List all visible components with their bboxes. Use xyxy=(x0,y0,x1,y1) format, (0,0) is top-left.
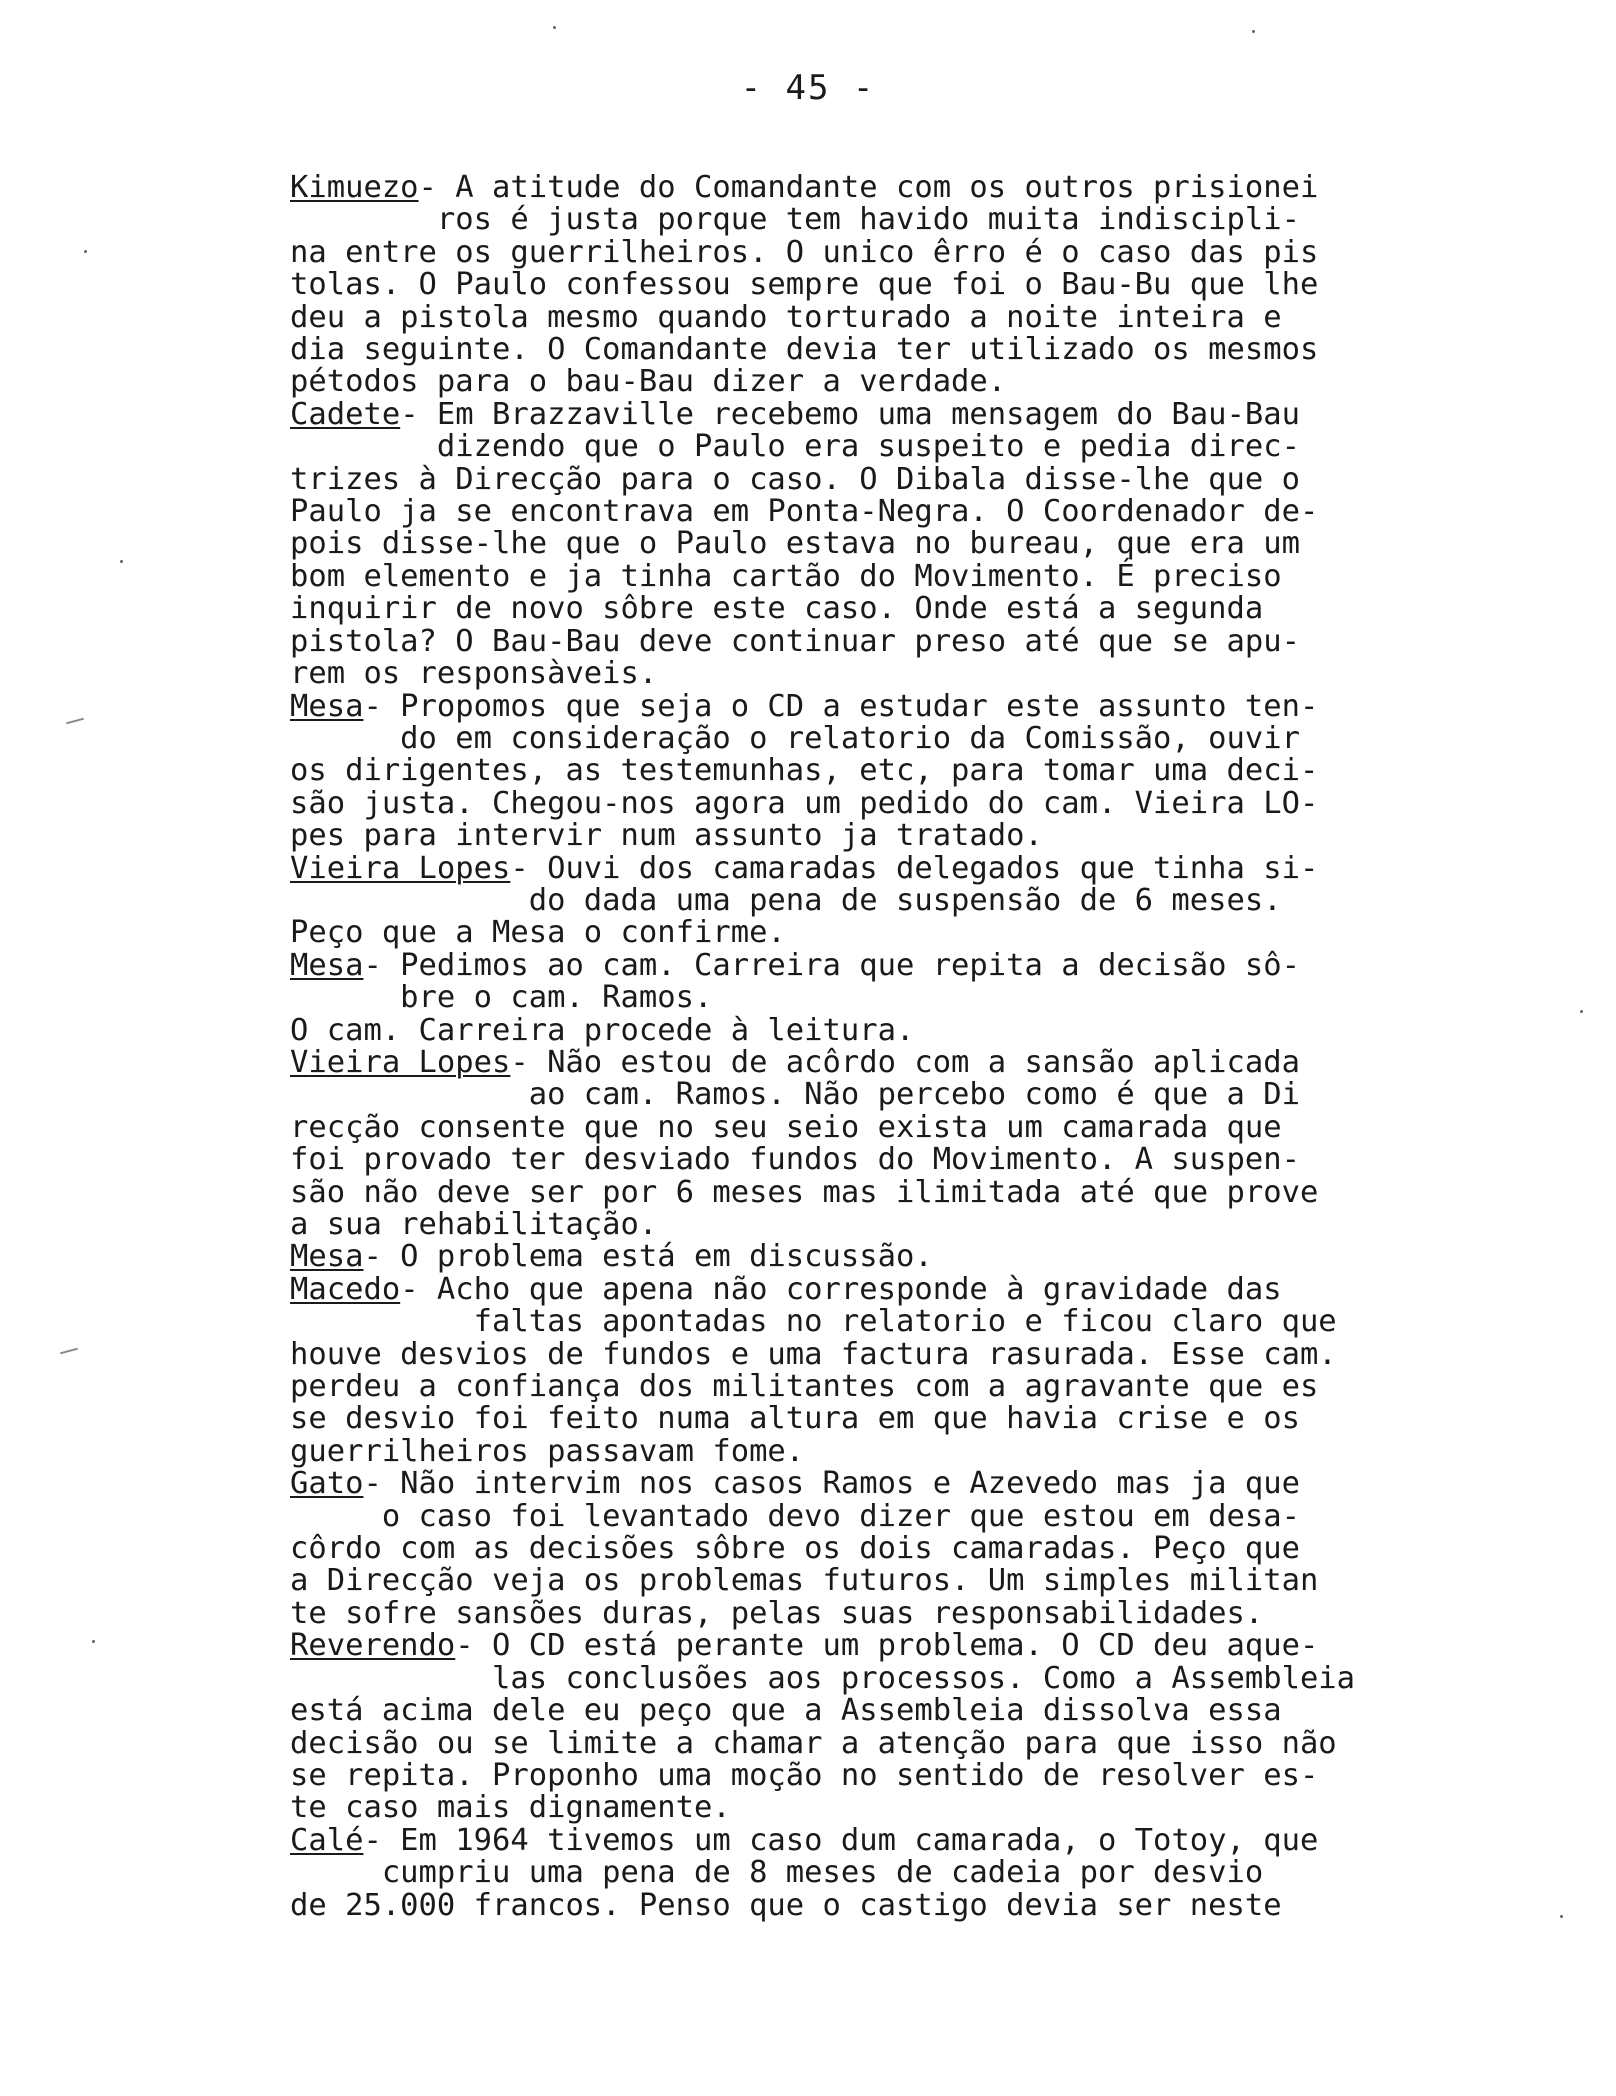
text-line xyxy=(290,396,1440,432)
text-line: são justa. Chegou-nos agora um pedido do cam. Vieira LO- xyxy=(290,785,1319,821)
text-line: a sua rehabilitação. xyxy=(290,1207,658,1242)
text-line: são não deve ser por 6 meses mas ilimitada até que prove xyxy=(290,1174,1319,1210)
text-line: deu a pistola mesmo quando torturado a noite inteira e xyxy=(290,299,1282,335)
page-number: - 45 - xyxy=(740,68,876,108)
text-line xyxy=(290,1822,1440,1858)
speaker-block xyxy=(290,947,1440,1048)
text-line: houve desvios de fundos e uma factura rasurada. Esse cam. xyxy=(290,1336,1337,1372)
scan-speck xyxy=(1560,1915,1563,1918)
text-line: te caso mais dignamente. xyxy=(290,1790,731,1826)
speech-text: - Em Brazzaville recebemo uma mensagem do Bau-Bau xyxy=(400,396,1300,432)
scan-mark xyxy=(66,718,84,725)
speaker-block xyxy=(290,1822,1440,1923)
text-line: bom elemento e ja tinha cartão do Movimento. É preciso xyxy=(290,558,1282,594)
speaker-block xyxy=(290,1468,1440,1630)
text-line: rem os responsàveis. xyxy=(290,656,658,692)
text-line: decisão ou se limite a chamar a atenção para que isso não xyxy=(290,1725,1337,1761)
text-line: do dada uma pena de suspensão de 6 meses. xyxy=(290,882,1282,918)
speech-text: - Pedimos ao cam. Carreira que repita a decisão sô- xyxy=(363,947,1300,983)
text-line xyxy=(290,1044,1440,1080)
text-line: dia seguinte. O Comandante devia ter utilizado os mesmos xyxy=(290,332,1319,368)
text-line xyxy=(290,850,1440,886)
speaker-name: Mesa xyxy=(290,947,364,983)
text-line: O cam. Carreira procede à leitura. xyxy=(290,1012,915,1048)
speaker-name: Vieira Lopes xyxy=(290,1044,511,1080)
speaker-block xyxy=(290,850,1440,951)
speaker-block xyxy=(290,1241,1440,1273)
text-line: o caso foi levantado devo dizer que estou em desa- xyxy=(290,1498,1300,1534)
text-line: te sofre sansões duras, pelas suas responsabilidades. xyxy=(290,1595,1264,1631)
speech-text: - A atitude do Comandante com os outros prisionei xyxy=(418,170,1319,205)
scan-speck xyxy=(1580,1010,1583,1013)
text-line: está acima dele eu peço que a Assembleia dissolva essa xyxy=(290,1693,1282,1729)
scan-speck xyxy=(1252,30,1255,33)
text-line: Paulo ja se encontrava em Ponta-Negra. O Coordenador de- xyxy=(290,494,1319,530)
speaker-block xyxy=(290,172,1440,399)
speech-text: - O problema está em discussão. xyxy=(363,1239,933,1275)
speaker-name: Gato xyxy=(290,1466,364,1502)
text-line xyxy=(290,1630,1440,1662)
speech-text: - Acho que apena não corresponde à gravidade das xyxy=(400,1271,1282,1307)
speech-text: - Não intervim nos casos Ramos e Azevedo mas ja que xyxy=(363,1466,1300,1502)
text-line: tolas. O Paulo confessou sempre que foi o Bau-Bu que lhe xyxy=(290,267,1319,303)
text-line xyxy=(290,172,1440,204)
text-line: trizes à Direcção para o caso. O Dibala disse-lhe que o xyxy=(290,461,1300,497)
text-line: se repita. Proponho uma moção no sentido de resolver es- xyxy=(290,1757,1319,1793)
text-line xyxy=(290,1468,1440,1500)
text-line: pétodos para o bau-Bau dizer a verdade. xyxy=(290,364,1007,400)
text-line: a Direcção veja os problemas futuros. Um simples militan xyxy=(290,1563,1319,1599)
speaker-name: Reverendo xyxy=(290,1628,456,1664)
speaker-block xyxy=(290,688,1440,854)
scan-speck xyxy=(84,250,87,253)
text-line: do em consideração o relatorio da Comissão, ouvir xyxy=(290,720,1300,756)
text-line: bre o cam. Ramos. xyxy=(290,980,713,1016)
text-line xyxy=(290,688,1440,724)
speaker-name: Cadete xyxy=(290,396,401,432)
text-line: Peço que a Mesa o confirme. xyxy=(290,915,786,951)
text-line xyxy=(290,947,1440,983)
scan-speck xyxy=(553,26,556,29)
speaker-name: Kimuezo xyxy=(290,170,419,205)
text-line: faltas apontadas no relatorio e ficou claro que xyxy=(290,1304,1337,1340)
speaker-block xyxy=(290,396,1440,692)
text-line: de 25.000 francos. Penso que o castigo devia ser neste xyxy=(290,1887,1282,1923)
text-line: pois disse-lhe que o Paulo estava no bureau, que era um xyxy=(290,526,1300,562)
speaker-block xyxy=(290,1630,1440,1824)
scan-speck xyxy=(120,560,123,563)
speaker-name: Calé xyxy=(290,1822,364,1858)
speaker-name: Mesa xyxy=(290,1239,364,1275)
text-line: las conclusões aos processos. Como a Assembleia xyxy=(290,1660,1356,1696)
text-line: inquirir de novo sôbre este caso. Onde está a segunda xyxy=(290,591,1264,627)
speech-text: - O CD está perante um problema. O CD deu aque- xyxy=(455,1628,1319,1664)
text-line: foi provado ter desviado fundos do Movimento. A suspen- xyxy=(290,1142,1300,1178)
text-line: pes para intervir num assunto ja tratado. xyxy=(290,818,1043,854)
text-line: na entre os guerrilheiros. O unico êrro é o caso das pis xyxy=(290,234,1319,270)
text-line: se desvio foi feito numa altura em que havia crise e os xyxy=(290,1401,1300,1437)
speech-text: - Não estou de acôrdo com a sansão aplicada xyxy=(510,1044,1300,1080)
speaker-name: Macedo xyxy=(290,1271,401,1307)
transcript-body xyxy=(290,172,1440,1922)
speaker-name: Vieira Lopes xyxy=(290,850,511,886)
speech-text: - Propomos que seja o CD a estudar este assunto ten- xyxy=(363,688,1319,724)
text-line: ao cam. Ramos. Não percebo como é que a Di xyxy=(290,1077,1300,1113)
text-line xyxy=(290,1241,1440,1273)
text-line: recção consente que no seu seio exista um camarada que xyxy=(290,1109,1282,1145)
speaker-name: Mesa xyxy=(290,688,364,724)
speaker-block xyxy=(290,1271,1440,1469)
speech-text: - Ouvi dos camaradas delegados que tinha si- xyxy=(510,850,1319,886)
text-line xyxy=(290,1271,1440,1307)
speech-text: - Em 1964 tivemos um caso dum camarada, o Totoy, que xyxy=(363,1822,1319,1858)
text-line: cumpriu uma pena de 8 meses de cadeia por desvio xyxy=(290,1855,1264,1891)
scan-speck xyxy=(92,1640,95,1643)
text-line: os dirigentes, as testemunhas, etc, para tomar uma deci- xyxy=(290,753,1319,789)
speaker-block xyxy=(290,1044,1440,1242)
text-line: ros é justa porque tem havido muita indiscipli- xyxy=(290,202,1300,238)
text-line: pistola? O Bau-Bau deve continuar preso até que se apu- xyxy=(290,623,1300,659)
text-line: côrdo com as decisões sôbre os dois camaradas. Peço que xyxy=(290,1531,1300,1567)
scan-mark xyxy=(60,1348,78,1355)
text-line: perdeu a confiança dos militantes com a agravante que es xyxy=(290,1369,1319,1405)
text-line: dizendo que o Paulo era suspeito e pedia direc- xyxy=(290,429,1300,465)
text-line: guerrilheiros passavam fome. xyxy=(290,1433,805,1469)
